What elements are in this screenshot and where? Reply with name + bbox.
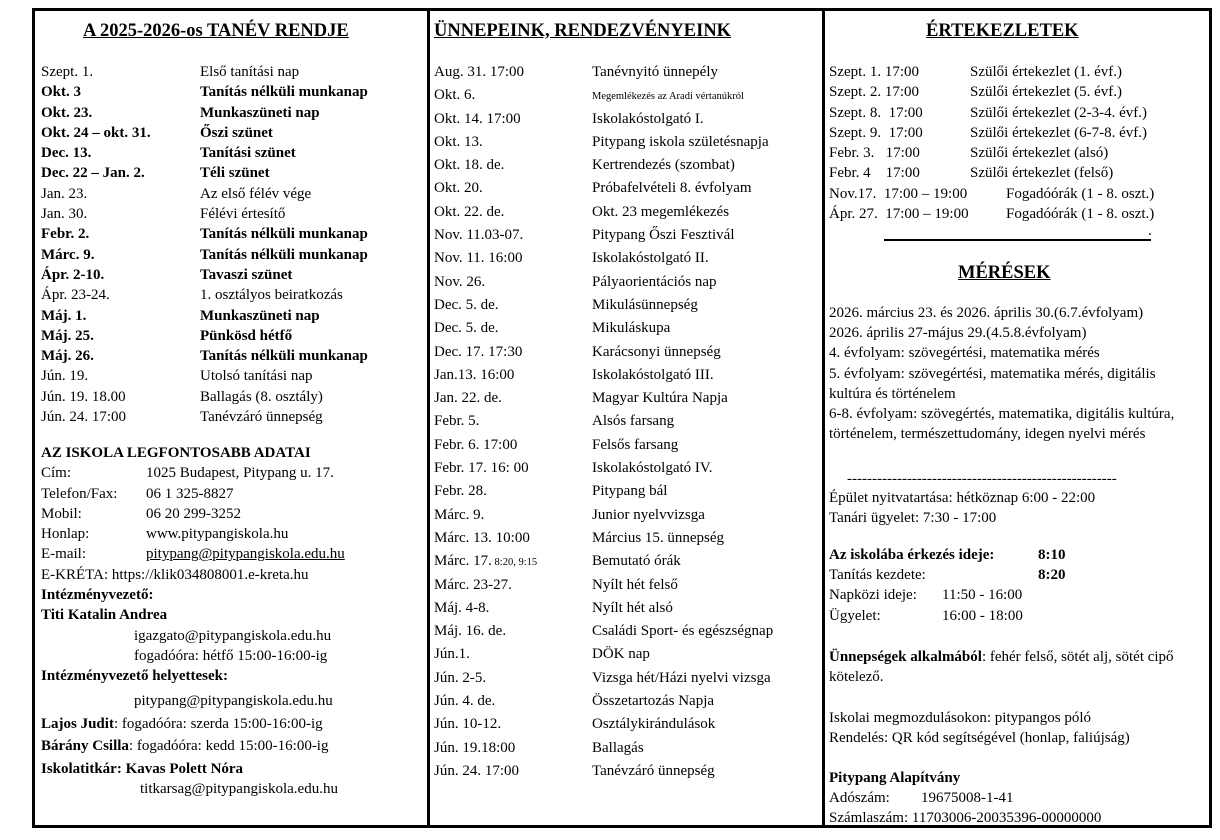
row-date: Máj. 1. [41, 307, 87, 324]
head-label: Intézményvezető: [41, 587, 154, 604]
measurements-title: MÉRÉSEK [958, 263, 1051, 283]
meetings-column [825, 11, 1209, 825]
event-date [434, 460, 529, 477]
events-column [430, 11, 825, 825]
section-divider [884, 239, 1151, 241]
row-date: Jan. 23. [41, 185, 88, 202]
address: 1025 Budapest, Pitypang u. 17. [146, 465, 334, 482]
deputy1-hours: : fogadóóra: szerda 15:00-16:00-ig [113, 715, 323, 732]
meeting-date: Szept. 2. 17:00 [829, 84, 919, 101]
supervision-label: Ügyelet: [829, 607, 881, 624]
event-date [434, 693, 495, 710]
secretary: Iskolatitkár: Kavas Polett Nóra [41, 760, 244, 777]
row-event: Utolsó tanítási nap [200, 368, 313, 385]
event-date-main: Aug. 31. 17:00 [434, 64, 524, 80]
event-name: Pitypang Őszi Fesztivál [592, 227, 735, 244]
event-date [434, 600, 489, 617]
event-date-main: Dec. 5. de. [434, 296, 499, 313]
row-date: Okt. 3 [41, 84, 82, 101]
row-date: Jún. 19. [41, 368, 89, 385]
event-name: Magyar Kultúra Napja [592, 390, 728, 407]
deputy-email[interactable]: pitypang@pitypangiskola.edu.hu [134, 692, 333, 709]
event-date [434, 437, 517, 454]
supervision-time: 16:00 - 18:00 [942, 607, 1023, 624]
school-info-title: AZ ISKOLA LEGFONTOSABB ADATAI [41, 445, 311, 461]
event-date [434, 344, 522, 361]
row-date: Ápr. 23-24. [41, 287, 110, 304]
foundation-name: Pitypang Alapítvány [829, 770, 961, 786]
deputy1-line [41, 716, 323, 733]
event-date [434, 670, 486, 687]
meeting-name: Fogadóórák (1 - 8. oszt.) [1006, 206, 1155, 223]
row-event: Tanítás nélküli munkanap [200, 226, 368, 243]
event-name: Nyílt hét felső [592, 576, 678, 593]
event-date-times: 8:20, 9:15 [491, 557, 538, 569]
deputy2-name: Bárány Csilla [41, 737, 129, 754]
meeting-date: Szept. 9. 17:00 [829, 124, 923, 141]
deputy-label: Intézményvezető helyettesek: [41, 668, 229, 685]
row-event: Ballagás (8. osztály) [200, 388, 323, 405]
secretary-email[interactable]: titkarsag@pitypangiskola.edu.hu [140, 780, 338, 797]
row-date: Jan. 30. [41, 206, 88, 223]
events-title: ÜNNEPEINK, RENDEZVÉNYEINK [434, 21, 732, 41]
event-date [434, 413, 479, 430]
event-name: Megemlékezés az Aradi vértanúkról [592, 91, 744, 103]
event-date-main: Márc. 17. [434, 553, 492, 570]
bank-account: Számlaszám: 11703006-20035396-00000000 [829, 810, 1102, 827]
event-date [434, 390, 502, 407]
meeting-name: Szülői értekezlet (2-3-4. évf.) [970, 104, 1148, 121]
event-name: Pályaorientációs nap [592, 273, 717, 290]
phone: 06 1 325-8827 [146, 485, 234, 502]
event-date [434, 577, 512, 594]
event-date [434, 250, 522, 267]
event-date-main: Okt. 14. 17:00 [434, 110, 521, 127]
event-date-main: Máj. 16. de. [434, 623, 507, 640]
event-date [434, 530, 530, 547]
event-date-main: Nov. 11. 16:00 [434, 250, 523, 267]
head-office-hours: fogadóóra: hétfő 15:00-16:00-ig [134, 647, 328, 664]
event-date [434, 274, 485, 291]
event-date-main: Okt. 13. [434, 133, 483, 150]
teacher-duty: Tanári ügyelet: 7:30 - 17:00 [829, 510, 997, 527]
event-date [434, 297, 499, 314]
event-date-main: Febr. 17. 16: 00 [434, 460, 529, 477]
meeting-name: Szülői értekezlet (alsó) [970, 145, 1109, 162]
meeting-date: Febr. 3. 17:00 [829, 145, 920, 162]
event-date [434, 553, 537, 570]
event-name: Tanévnyitó ünnepély [592, 64, 718, 80]
row-date: Márc. 9. [41, 246, 95, 263]
meeting-date: Febr. 4 17:00 [829, 165, 920, 182]
event-date-main: Jan.13. 16:00 [434, 366, 515, 383]
row-date: Szept. 1. [41, 64, 94, 80]
deputy1-name: Lajos Judit [41, 715, 114, 732]
event-date-main: Jún. 24. 17:00 [434, 762, 520, 779]
event-date-main: Okt. 20. [434, 180, 483, 197]
schedule-times [829, 545, 1199, 626]
event-date [434, 507, 484, 524]
head-email[interactable]: igazgato@pitypangiskola.edu.hu [134, 627, 332, 644]
event-date-main: Jún. 2-5. [434, 669, 487, 686]
event-name: Iskolakóstolgató II. [592, 250, 709, 267]
event-name: Junior nyelvvizsga [592, 506, 705, 523]
event-date-main: Jún. 4. de. [434, 693, 496, 710]
dashed-divider: ------------------------------------------------------ [847, 471, 1117, 487]
school-info [41, 445, 345, 801]
event-date-main: Febr. 5. [434, 413, 480, 430]
event-name: Próbafelvételi 8. évfolyam [592, 180, 752, 197]
event-date-main: Márc. 9. [434, 506, 485, 523]
row-event: Tanítási szünet [200, 145, 296, 162]
event-date [434, 483, 487, 500]
event-date-main: Febr. 6. 17:00 [434, 436, 518, 453]
event-name: Bemutató órák [592, 553, 681, 570]
row-date: Máj. 26. [41, 348, 94, 365]
row-event: Az első félév vége [200, 185, 312, 202]
event-name: Március 15. ünnepség [592, 529, 725, 546]
measurement-line: 2026. április 27-május 29.(4.5.8.évfolyam) [829, 325, 1087, 342]
website-label: Honlap: [41, 526, 90, 543]
deputy2-line [41, 738, 328, 755]
start-time: 8:20 [1038, 567, 1066, 584]
row-date: Okt. 24 – okt. 31. [41, 124, 151, 141]
row-event: Téli szünet [200, 165, 270, 182]
event-date-main: Márc. 23-27. [434, 576, 512, 593]
event-name: Iskolakóstolgató IV. [592, 460, 713, 477]
event-date-main: Máj. 4-8. [434, 599, 490, 616]
row-date: Dec. 13. [41, 145, 92, 162]
meeting-date: Szept. 8. 17:00 [829, 104, 923, 121]
event-name: Karácsonyi ünnepség [592, 343, 721, 360]
event-name: Pitypang bál [592, 483, 668, 500]
event-date-main: Okt. 18. de. [434, 157, 505, 174]
event-date [434, 204, 504, 221]
event-name: Vizsga hét/Házi nyelvi vizsga [592, 669, 771, 686]
email-label: E-mail: [41, 546, 86, 563]
website-link[interactable]: www.pitypangiskola.hu [146, 526, 289, 543]
mobile: 06 20 299-3252 [146, 505, 241, 522]
divider-dot: . [1148, 223, 1152, 239]
shirt-info: Iskolai megmozdulásokon: pitypangos póló [829, 710, 1092, 726]
event-date-main: Márc. 13. 10:00 [434, 529, 530, 546]
school-year-column [35, 11, 430, 825]
event-date-main: Jún. 19.18:00 [434, 739, 516, 756]
measurement-line: 4. évfolyam: szövegértési, matematika mérés [829, 345, 1100, 362]
row-event: Tanévzáró ünnepség [200, 409, 323, 426]
row-event: Tavaszi szünet [200, 266, 293, 283]
event-name: DÖK nap [592, 646, 650, 663]
event-date-main: Dec. 17. 17:30 [434, 343, 523, 360]
event-name: Felsős farsang [592, 436, 679, 453]
measurement-line: 5. évfolyam: szövegértési, matematika mérés, digitális kultúra és történelem [829, 365, 1156, 402]
address-label: Cím: [41, 465, 72, 482]
arrival-label: Az iskolába érkezés ideje: [829, 547, 995, 563]
school-year-title: A 2025-2026-os TANÉV RENDJE [83, 21, 349, 41]
merch-info [829, 708, 1199, 748]
ekreta-link[interactable]: E-KRÉTA: https://klik034808001.e-kreta.hu [41, 566, 309, 583]
row-date: Jún. 24. 17:00 [41, 409, 127, 426]
event-date-main: Nov. 11.03-07. [434, 227, 524, 244]
event-date-main: Jún. 10-12. [434, 716, 502, 733]
event-date [434, 227, 523, 244]
dress-text: : fehér felső, sötét alj, sötét cipő kötelező. [829, 649, 1174, 686]
event-date [434, 740, 515, 757]
building-hours: Épület nyitvatartása: hétköznap 6:00 - 22:00 [829, 490, 1096, 506]
meeting-name: Szülői értekezlet (felső) [970, 165, 1114, 182]
event-date [434, 320, 499, 337]
meeting-name: Szülői értekezlet (1. évf.) [970, 64, 1123, 80]
event-name: Összetartozás Napja [592, 693, 715, 710]
deputy2-hours: : fogadóóra: kedd 15:00-16:00-ig [128, 737, 329, 754]
event-name: Kertrendezés (szombat) [592, 157, 735, 174]
meeting-date: Nov.17. 17:00 – 19:00 [829, 185, 968, 202]
row-date: Jún. 19. 18.00 [41, 388, 126, 405]
phone-label: Telefon/Fax: [41, 485, 118, 502]
event-date [434, 367, 514, 384]
event-date [434, 763, 519, 780]
arrival-time: 8:10 [1038, 547, 1066, 563]
meeting-date: Szept. 1. 17:00 [829, 64, 919, 80]
row-event: Tanítás nélküli munkanap [200, 246, 368, 263]
event-name: Osztálykirándulások [592, 716, 716, 733]
measurement-line: 2026. március 23. és 2026. április 30.(6.7.évfolyam) [829, 305, 1144, 321]
meeting-date: Ápr. 27. 17:00 – 19:00 [829, 206, 969, 223]
dress-label: Ünnepségek alkalmából [829, 649, 982, 665]
row-date: Ápr. 2-10. [41, 266, 105, 283]
tax-number: 19675008-1-41 [921, 790, 1014, 807]
email-link[interactable]: pitypang@pitypangiskola.edu.hu [146, 546, 345, 563]
event-date [434, 134, 483, 151]
event-date-main: Okt. 6. [434, 87, 476, 104]
event-date-main: Dec. 5. de. [434, 320, 499, 337]
event-date [434, 87, 475, 104]
event-name: Okt. 23 megemlékezés [592, 203, 730, 220]
event-date [434, 646, 470, 663]
event-name: Tanévzáró ünnepség [592, 762, 715, 779]
meeting-name: Szülői értekezlet (5. évf.) [970, 84, 1123, 101]
event-date [434, 716, 501, 733]
event-date [434, 64, 524, 81]
event-date-main: Jún.1. [434, 646, 470, 663]
row-event: Pünkösd hétfő [200, 327, 293, 344]
row-event: Munkaszüneti nap [200, 307, 320, 324]
event-name: Nyílt hét alsó [592, 599, 673, 616]
meetings-title: ÉRTEKEZLETEK [926, 21, 1079, 41]
event-name: Mikuláskupa [592, 320, 671, 337]
row-event: Első tanítási nap [200, 64, 300, 80]
row-date: Máj. 25. [41, 327, 94, 344]
event-name: Mikulásünnepség [592, 296, 698, 313]
tax-label: Adószám: [829, 790, 890, 807]
start-label: Tanítás kezdete: [829, 567, 926, 584]
row-date: Dec. 22 – Jan. 2. [41, 165, 145, 182]
event-date [434, 180, 483, 197]
meeting-name: Fogadóórák (1 - 8. oszt.) [1006, 185, 1155, 202]
afterschool-time: 11:50 - 16:00 [942, 587, 1023, 604]
head-name: Titi Katalin Andrea [41, 607, 168, 624]
event-name: Pitypang iskola születésnapja [592, 133, 769, 150]
row-event: Félévi értesítő [200, 206, 286, 223]
event-name: Alsós farsang [592, 413, 675, 430]
row-event: Tanítás nélküli munkanap [200, 84, 368, 101]
event-name: Iskolakóstolgató III. [592, 366, 714, 383]
row-event: 1. osztályos beiratkozás [200, 287, 343, 304]
meeting-name: Szülői értekezlet (6-7-8. évf.) [970, 124, 1148, 141]
measurements-text [829, 303, 1199, 444]
event-date-main: Nov. 26. [434, 273, 486, 290]
afterschool-label: Napközi ideje: [829, 587, 917, 604]
row-event: Tanítás nélküli munkanap [200, 348, 368, 365]
event-name: Iskolakóstolgató I. [592, 110, 704, 127]
event-name: Családi Sport- és egészségnap [592, 623, 774, 640]
order-info: Rendelés: QR kód segítségével (honlap, faliújság) [829, 730, 1130, 747]
event-date-main: Okt. 22. de. [434, 203, 505, 220]
event-date [434, 111, 521, 128]
event-name: Ballagás [592, 739, 644, 756]
row-event: Őszi szünet [200, 124, 273, 141]
row-event: Munkaszüneti nap [200, 104, 320, 121]
leaflet [32, 8, 1212, 828]
event-date [434, 157, 504, 174]
opening-hours [829, 488, 1199, 528]
mobile-label: Mobil: [41, 505, 82, 522]
dress-code [829, 647, 1197, 687]
row-date: Okt. 23. [41, 104, 93, 121]
event-date-main: Jan. 22. de. [434, 390, 502, 407]
row-date: Febr. 2. [41, 226, 90, 243]
foundation-info [829, 768, 1199, 829]
event-date-main: Febr. 28. [434, 483, 487, 500]
measurement-line: 6-8. évfolyam: szövegértés, matematika, digitális kultúra, történelem, természettudomány, idegen nyelvi mérés [829, 406, 1175, 443]
event-date [434, 623, 506, 640]
